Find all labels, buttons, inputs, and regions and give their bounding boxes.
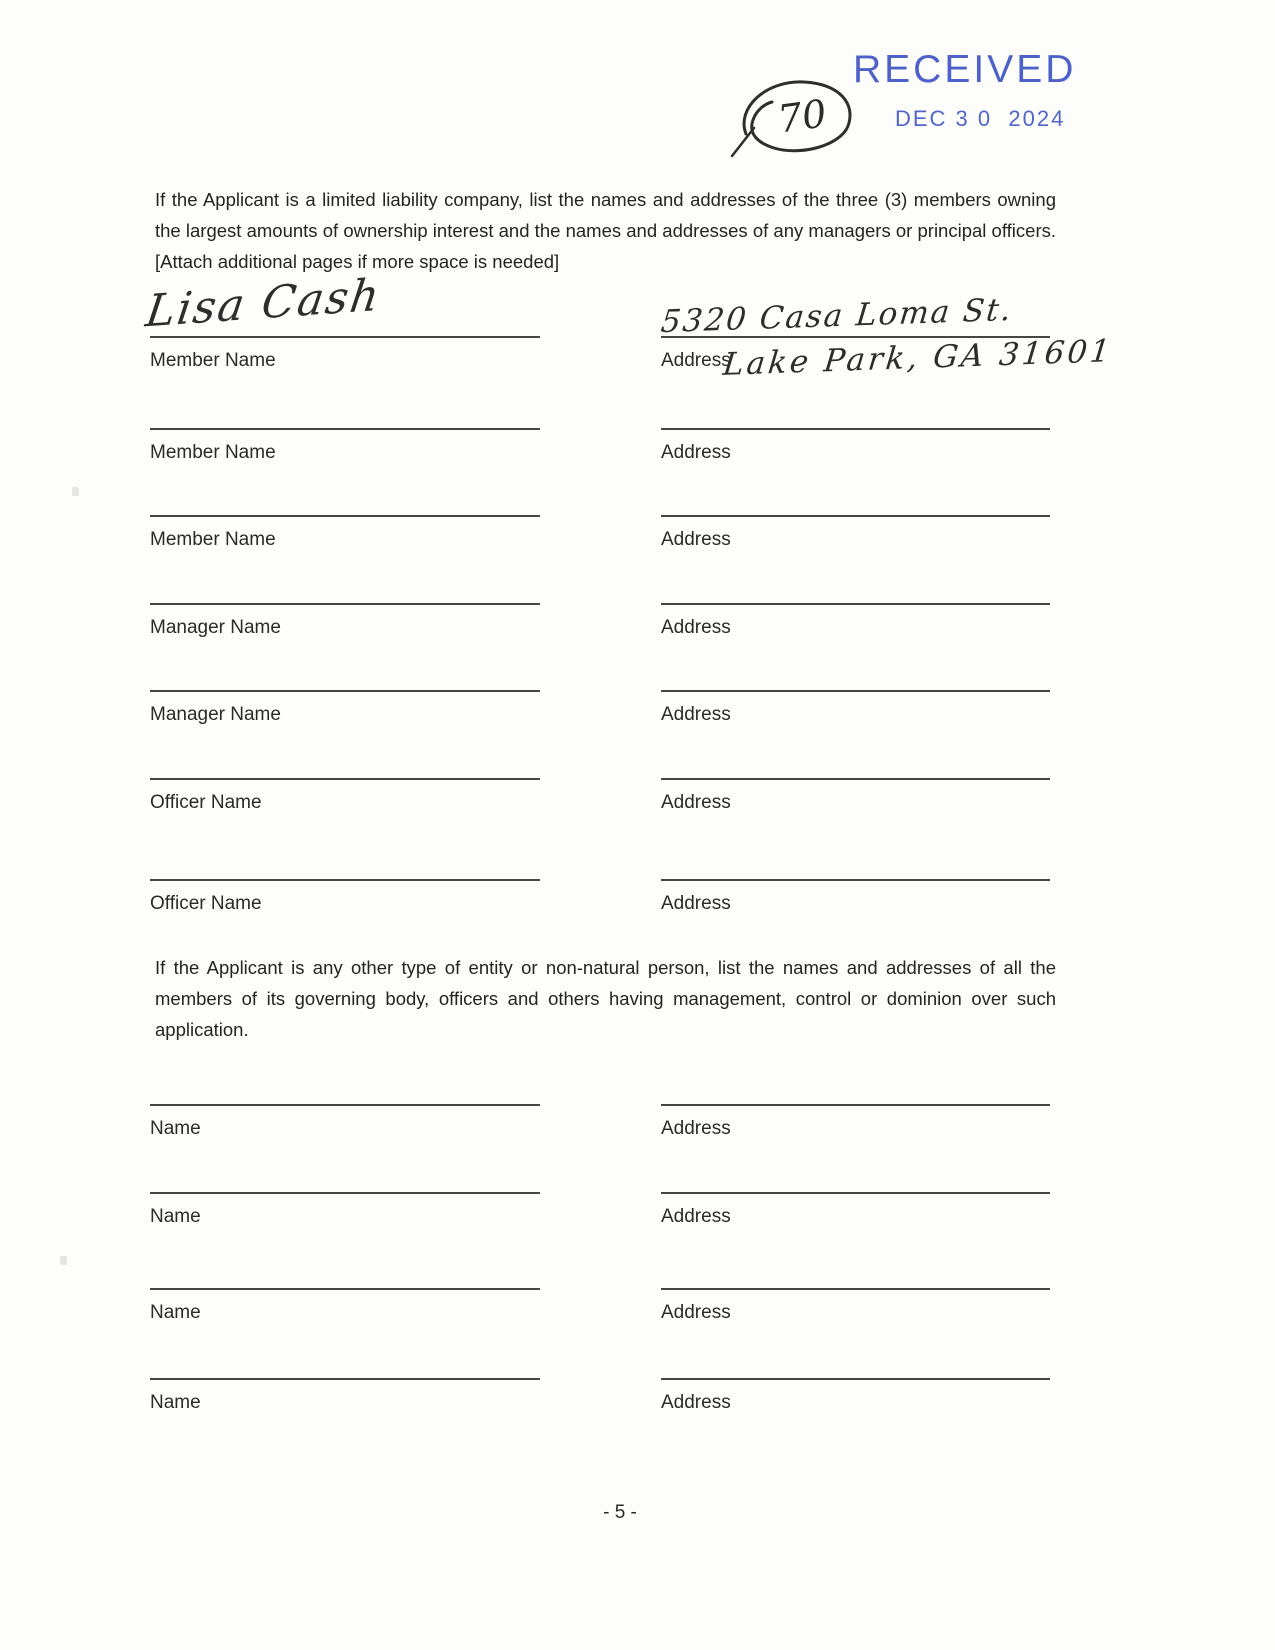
scan-artifact bbox=[72, 487, 79, 496]
form-row-manager-2 bbox=[0, 690, 1275, 760]
address-label: Address bbox=[661, 529, 731, 550]
form-row-manager-1 bbox=[0, 603, 1275, 673]
form-row-member-3 bbox=[0, 515, 1275, 585]
form-row-name-4 bbox=[0, 1378, 1275, 1448]
address-label: Address bbox=[661, 704, 731, 725]
member-name-label: Member Name bbox=[150, 529, 276, 550]
address-line bbox=[661, 690, 1050, 692]
officer-name-line bbox=[150, 778, 540, 780]
officer-name-field bbox=[150, 778, 540, 814]
member-name-line bbox=[150, 428, 540, 430]
received-stamp-date: DEC 3 0 2024 bbox=[895, 106, 1066, 131]
address-line bbox=[661, 1378, 1050, 1380]
address-field bbox=[661, 1104, 1050, 1140]
manager-name-label: Manager Name bbox=[150, 704, 281, 725]
address-label: Address bbox=[661, 350, 731, 371]
manager-name-label: Manager Name bbox=[150, 617, 281, 638]
name-field bbox=[150, 1288, 540, 1324]
manager-name-field bbox=[150, 690, 540, 726]
form-row-name-3 bbox=[0, 1288, 1275, 1358]
entity-instructions-paragraph: If the Applicant is any other type of entity or non-natural person, list the names and addresses of all the members of its governing body, officers and others having management, control or dominion over such application. bbox=[155, 957, 1056, 1040]
officer-name-label: Officer Name bbox=[150, 792, 262, 813]
form-row-officer-1 bbox=[0, 778, 1275, 848]
scan-artifact bbox=[60, 1256, 67, 1265]
form-row-name-1 bbox=[0, 1104, 1275, 1174]
address-line bbox=[661, 428, 1050, 430]
member-name-line bbox=[150, 336, 540, 338]
name-line bbox=[150, 1378, 540, 1380]
address-line bbox=[661, 879, 1050, 881]
address-field bbox=[661, 603, 1050, 639]
address-label: Address bbox=[661, 792, 731, 813]
member-name-handwritten-value: Lisa Cash bbox=[142, 269, 385, 338]
name-label: Name bbox=[150, 1118, 201, 1139]
address-label: Address bbox=[661, 1302, 731, 1323]
oval-tail-stroke bbox=[732, 128, 754, 156]
address-field bbox=[661, 879, 1050, 915]
address-label: Address bbox=[661, 617, 731, 638]
form-row-officer-2 bbox=[0, 879, 1275, 949]
form-row-name-2 bbox=[0, 1192, 1275, 1262]
address-label: Address bbox=[661, 1392, 731, 1413]
address-field bbox=[661, 1288, 1050, 1324]
address-label: Address bbox=[661, 893, 731, 914]
form-row-member-2 bbox=[0, 428, 1275, 498]
address-label: Address bbox=[661, 1206, 731, 1227]
address-line bbox=[661, 1288, 1050, 1290]
officer-name-field bbox=[150, 879, 540, 915]
address-handwritten-line2: Lake Park, GA 31601 bbox=[721, 333, 1115, 383]
name-label: Name bbox=[150, 1302, 201, 1323]
manager-name-line bbox=[150, 690, 540, 692]
address-line bbox=[661, 603, 1050, 605]
name-field bbox=[150, 1192, 540, 1228]
name-field bbox=[150, 1378, 540, 1414]
address-label: Address bbox=[661, 442, 731, 463]
address-field bbox=[661, 778, 1050, 814]
received-stamp-text: RECEIVED bbox=[853, 48, 1077, 91]
circled-number-text: 70 bbox=[775, 91, 830, 142]
officer-name-label: Officer Name bbox=[150, 893, 262, 914]
member-name-label: Member Name bbox=[150, 350, 276, 371]
member-name-field bbox=[150, 428, 540, 464]
circled-number-annotation bbox=[728, 72, 868, 162]
member-name-label: Member Name bbox=[150, 442, 276, 463]
address-line bbox=[661, 515, 1050, 517]
address-field bbox=[661, 690, 1050, 726]
address-line bbox=[661, 778, 1050, 780]
member-name-field bbox=[150, 515, 540, 551]
manager-name-line bbox=[150, 603, 540, 605]
name-line bbox=[150, 1192, 540, 1194]
address-field bbox=[659, 291, 1115, 383]
name-line bbox=[150, 1288, 540, 1290]
name-label: Name bbox=[150, 1206, 201, 1227]
address-field bbox=[661, 1378, 1050, 1414]
address-handwritten-line1: 5320 Casa Loma St. bbox=[659, 291, 1015, 341]
member-name-line bbox=[150, 515, 540, 517]
page-number: - 5 - bbox=[603, 1502, 637, 1523]
officer-name-line bbox=[150, 879, 540, 881]
name-label: Name bbox=[150, 1392, 201, 1413]
form-row-member-1 bbox=[0, 269, 1275, 406]
name-field bbox=[150, 1104, 540, 1140]
address-field bbox=[661, 1192, 1050, 1228]
address-field bbox=[661, 428, 1050, 464]
address-field bbox=[661, 515, 1050, 551]
address-label: Address bbox=[661, 1118, 731, 1139]
name-line bbox=[150, 1104, 540, 1106]
manager-name-field bbox=[150, 603, 540, 639]
member-name-field bbox=[142, 269, 540, 372]
llc-instructions-paragraph: If the Applicant is a limited liability company, list the names and addresses of the three (3) members owning the largest amounts of ownership interest and the names and addresses of any managers or principal officers. [Attach additional pages if more space is needed] bbox=[155, 189, 1056, 272]
address-line bbox=[661, 1104, 1050, 1106]
address-line bbox=[661, 1192, 1050, 1194]
